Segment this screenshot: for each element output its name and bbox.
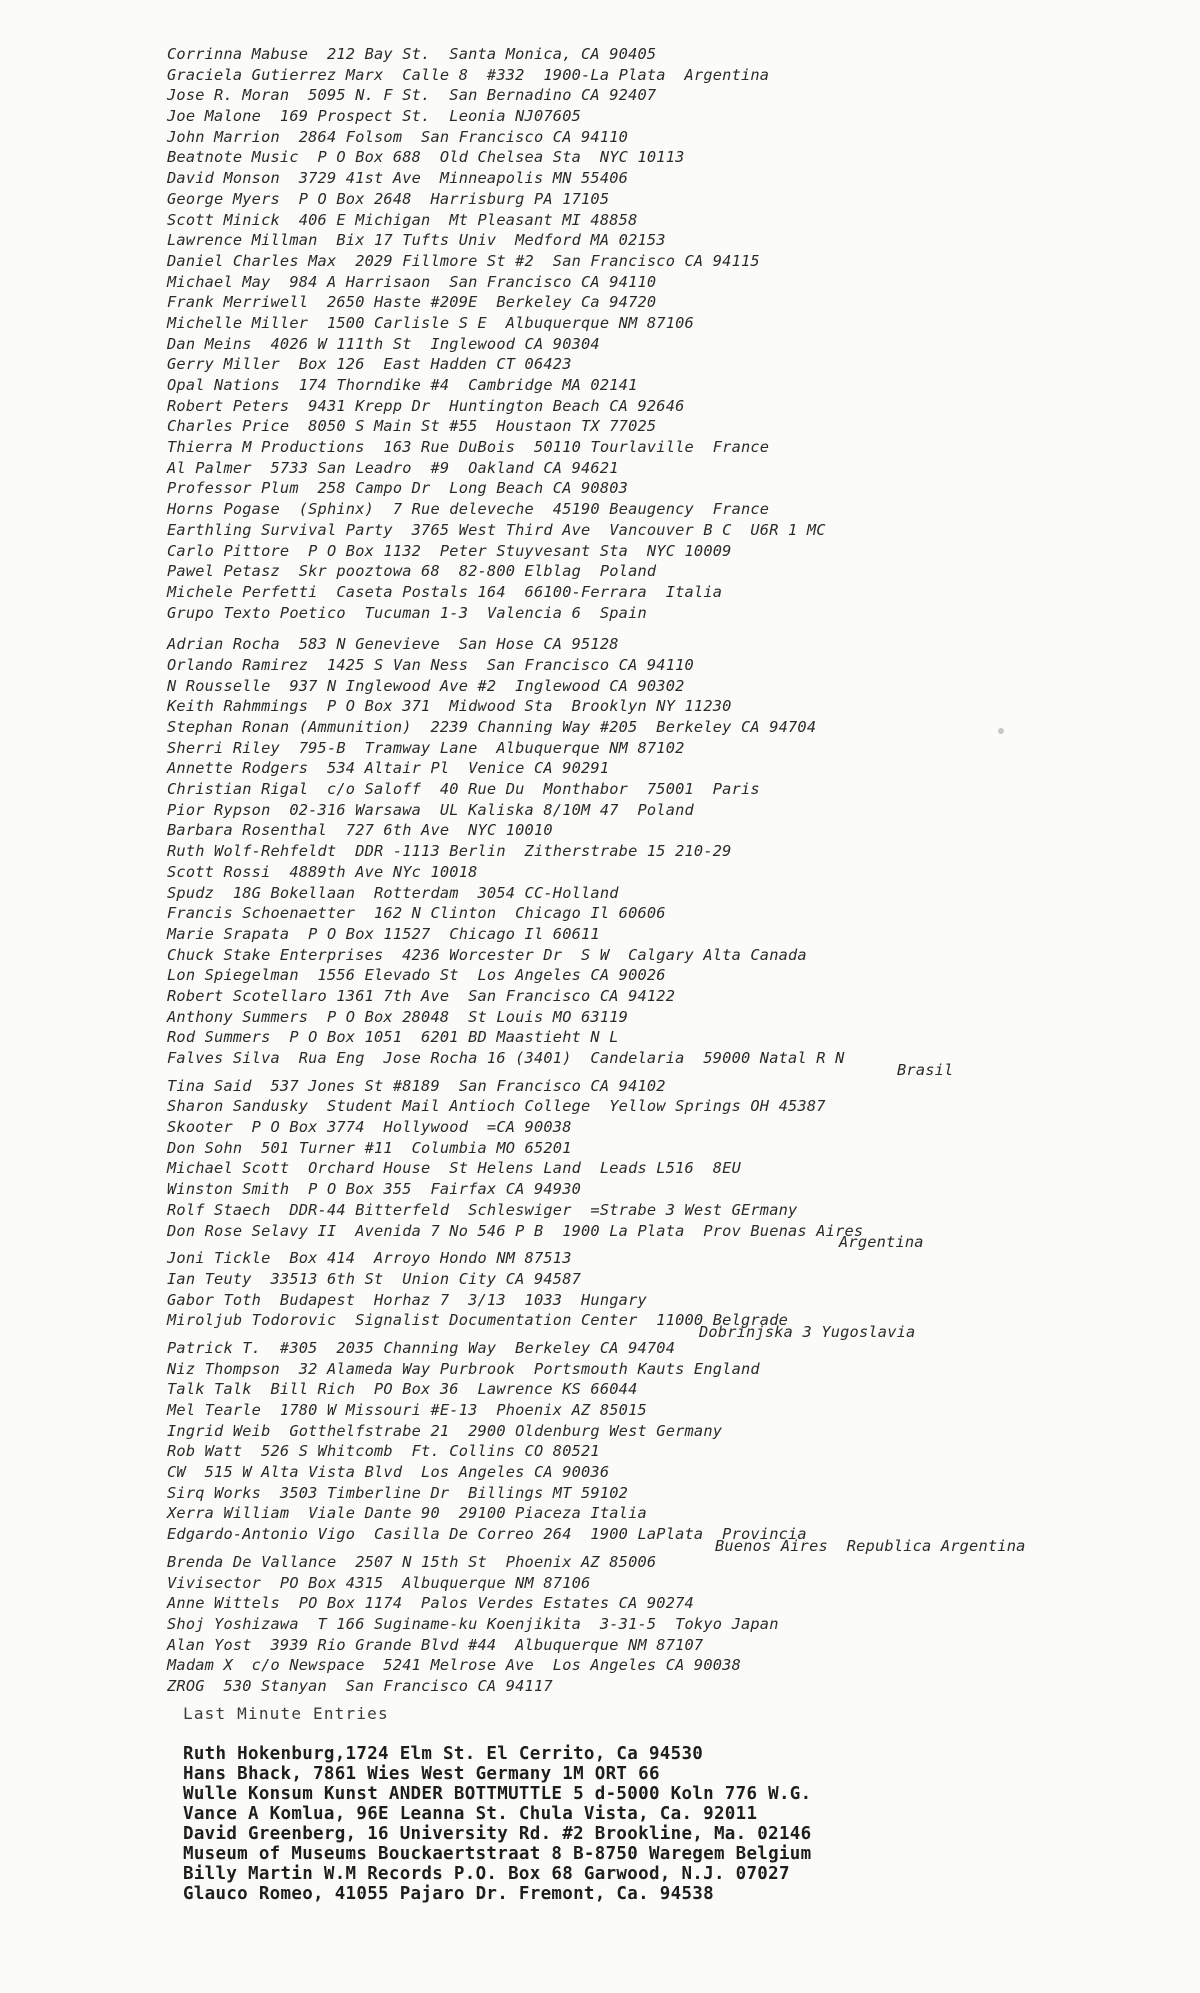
address-entry: Horns Pogase (Sphinx) 7 Rue deleveche 45190 Beaugency France — [167, 500, 770, 519]
address-entry: David Monson 3729 41st Ave Minneapolis MN 55406 — [167, 169, 629, 188]
address-entry: Ruth Wolf-Rehfeldt DDR -1113 Berlin Zitherstrabe 15 210-29 — [167, 842, 732, 861]
address-entry: Barbara Rosenthal 727 6th Ave NYC 10010 — [167, 821, 553, 840]
continuation-text: Brasil — [897, 1060, 954, 1079]
address-entry: CW 515 W Alta Vista Blvd Los Angeles CA 90036 — [167, 1463, 610, 1482]
paper-speck — [998, 728, 1004, 734]
address-entry: Adrian Rocha 583 N Genevieve San Hose CA 95128 — [167, 635, 619, 654]
address-entry: Lawrence Millman Bix 17 Tufts Univ Medford MA 02153 — [167, 231, 666, 250]
address-entry: Francis Schoenaetter 162 N Clinton Chicago Il 60606 — [167, 904, 666, 923]
address-entry: Corrinna Mabuse 212 Bay St. Santa Monica, CA 90405 — [167, 45, 657, 63]
address-entry: Opal Nations 174 Thorndike #4 Cambridge MA 02141 — [167, 376, 638, 394]
address-continuation — [167, 1536, 1026, 1555]
continuation-text: Argentina — [839, 1233, 924, 1252]
address-entry: Falves Silva Rua Eng Jose Rocha 16 (3401) Candelaria 59000 Natal R N — [167, 1049, 845, 1067]
address-continuation — [167, 1322, 1026, 1341]
address-entry: Stephan Ronan (Ammunition) 2239 Channing Way #205 Berkeley CA 94704 — [167, 718, 817, 736]
list-gap — [167, 623, 1026, 634]
address-entry: Dan Meins 4026 W 111th St Inglewood CA 90304 — [167, 334, 600, 353]
address-entry: Shoj Yoshizawa T 166 Suginame-ku Koenjikita 3-31-5 Tokyo Japan — [167, 1614, 779, 1633]
address-entry: Talk Talk Bill Rich PO Box 36 Lawrence KS 66044 — [167, 1380, 638, 1399]
last-minute-entry: Ruth Hokenburg,1724 Elm St. El Cerrito, Ca 94530 — [183, 1744, 704, 1764]
address-entry: Chuck Stake Enterprises 4236 Worcester Dr S W Calgary Alta Canada — [167, 945, 807, 964]
address-entry: Sharon Sandusky Student Mail Antioch College Yellow Springs OH 45387 — [167, 1097, 826, 1116]
address-entry: Scott Rossi 4889th Ave NYc 10018 — [167, 862, 478, 881]
address-entry: ZROG 530 Stanyan San Francisco CA 94117 — [167, 1676, 553, 1695]
address-entry: Frank Merriwell 2650 Haste #209E Berkeley Ca 94720 — [167, 293, 657, 312]
last-minute-entry: Hans Bhack, 7861 Wies West Germany 1M ORT 66 — [183, 1764, 660, 1784]
address-entry: Rob Watt 526 S Whitcomb Ft. Collins CO 80521 — [167, 1442, 600, 1461]
address-entry: Jose R. Moran 5095 N. F St. San Bernadino CA 92407 — [167, 86, 657, 105]
address-entry: Gerry Miller Box 126 East Hadden CT 06423 — [167, 355, 572, 374]
address-entry: Robert Peters 9431 Krepp Dr Huntington Beach CA 92646 — [167, 396, 685, 415]
address-entry: Daniel Charles Max 2029 Fillmore St #2 San Francisco CA 94115 — [167, 251, 760, 270]
address-entry: Skooter P O Box 3774 Hollywood =CA 90038 — [167, 1118, 572, 1137]
address-entry: Pawel Petasz Skr pooztowa 68 82-800 Elblag Poland — [167, 562, 657, 581]
address-entry: Tina Said 537 Jones St #8189 San Francisco CA 94102 — [167, 1076, 666, 1095]
address-entry: Sirq Works 3503 Timberline Dr Billings MT 59102 — [167, 1483, 629, 1502]
address-entry: Christian Rigal c/o Saloff 40 Rue Du Monthabor 75001 Paris — [167, 780, 760, 799]
address-entry: Alan Yost 3939 Rio Grande Blvd #44 Albuquerque NM 87107 — [167, 1635, 704, 1654]
address-entry: Michelle Miller 1500 Carlisle S E Albuquerque NM 87106 — [167, 313, 694, 332]
address-entry: Sherri Riley 795-B Tramway Lane Albuquerque NM 87102 — [167, 738, 685, 757]
address-entry: Don Rose Selavy II Avenida 7 No 546 P B 1900 La Plata Prov Buenas Aires — [167, 1221, 864, 1240]
last-minute-entry: Wulle Konsum Kunst ANDER BOTTMUTTLE 5 d-5000 Koln 776 W.G. — [183, 1784, 812, 1804]
address-entry: Don Sohn 501 Turner #11 Columbia MO 65201 — [167, 1138, 572, 1157]
address-entry: Earthling Survival Party 3765 West Third Ave Vancouver B C U6R 1 MC — [167, 520, 826, 539]
address-entry: Thierra M Productions 163 Rue DuBois 50110 Tourlaville France — [167, 438, 770, 457]
address-entry: Niz Thompson 32 Alameda Way Purbrook Portsmouth Kauts England — [167, 1359, 760, 1378]
address-entry: Al Palmer 5733 San Leadro #9 Oakland CA 94621 — [167, 458, 619, 477]
address-entry: Vivisector PO Box 4315 Albuquerque NM 87106 — [167, 1573, 591, 1592]
address-entry: Mel Tearle 1780 W Missouri #E-13 Phoenix AZ 85015 — [167, 1401, 647, 1419]
address-entry: Winston Smith P O Box 355 Fairfax CA 94930 — [167, 1180, 582, 1199]
address-entry: Michele Perfetti Caseta Postals 164 66100-Ferrara Italia — [167, 582, 723, 601]
address-entry: Marie Srapata P O Box 11527 Chicago Il 60611 — [167, 924, 600, 943]
last-minute-entry: Billy Martin W.M Records P.O. Box 68 Garwood, N.J. 07027 — [183, 1864, 790, 1884]
last-minute-entry: Vance A Komlua, 96E Leanna St. Chula Vista, Ca. 92011 — [183, 1804, 758, 1824]
address-entry: Madam X c/o Newspace 5241 Melrose Ave Los Angeles CA 90038 — [167, 1656, 741, 1675]
address-continuation — [167, 1233, 1026, 1252]
address-entry: Rod Summers P O Box 1051 6201 BD Maastieht N L — [167, 1028, 619, 1047]
last-minute-entry: David Greenberg, 16 University Rd. #2 Brookline, Ma. 02146 — [183, 1824, 812, 1844]
address-entry: Graciela Gutierrez Marx Calle 8 #332 1900-La Plata Argentina — [167, 65, 770, 84]
address-entry: Professor Plum 258 Campo Dr Long Beach CA 90803 — [167, 479, 629, 498]
address-continuation — [167, 1060, 1026, 1079]
address-entry: Rolf Staech DDR-44 Bitterfeld Schleswiger =Strabe 3 West GErmany — [167, 1200, 798, 1219]
address-entry: Spudz 18G Bokellaan Rotterdam 3054 CC-Holland — [167, 883, 619, 902]
last-minute-heading: Last Minute Entries — [183, 1704, 389, 1723]
address-entry: Beatnote Music P O Box 688 Old Chelsea Sta NYC 10113 — [167, 148, 685, 167]
address-entry: Joe Malone 169 Prospect St. Leonia NJ07605 — [167, 107, 582, 126]
address-entry: George Myers P O Box 2648 Harrisburg PA 17105 — [167, 189, 610, 208]
address-entry: Edgardo-Antonio Vigo Casilla De Correo 264 1900 LaPlata Provincia — [167, 1525, 807, 1544]
address-entry: Joni Tickle Box 414 Arroyo Hondo NM 87513 — [167, 1249, 572, 1268]
address-entry: John Marrion 2864 Folsom San Francisco CA 94110 — [167, 127, 629, 146]
address-entry: Michael May 984 A Harrisaon San Francisco CA 94110 — [167, 272, 657, 291]
address-entry: Anne Wittels PO Box 1174 Palos Verdes Estates CA 90274 — [167, 1594, 694, 1613]
continuation-text: Buenos Aires Republica Argentina — [715, 1536, 1026, 1555]
address-list — [167, 44, 1026, 1697]
address-entry: Annette Rodgers 534 Altair Pl Venice CA 90291 — [167, 759, 610, 778]
address-entry: Anthony Summers P O Box 28048 St Louis MO 63119 — [167, 1007, 629, 1026]
address-entry: Keith Rahmmings P O Box 371 Midwood Sta Brooklyn NY 11230 — [167, 697, 732, 716]
address-entry: Patrick T. #305 2035 Channing Way Berkeley CA 94704 — [167, 1338, 676, 1357]
address-entry: Michael Scott Orchard House St Helens Land Leads L516 8EU — [167, 1159, 741, 1178]
address-entry: Miroljub Todorovic Signalist Documentation Center 11000 Belgrade — [167, 1311, 789, 1330]
last-minute-entry: Glauco Romeo, 41055 Pajaro Dr. Fremont, Ca. 94538 — [183, 1884, 714, 1904]
address-entry: Robert Scotellaro 1361 7th Ave San Francisco CA 94122 — [167, 986, 676, 1005]
address-entry: N Rousselle 937 N Inglewood Ave #2 Inglewood CA 90302 — [167, 676, 685, 695]
last-minute-entry: Museum of Museums Bouckaertstraat 8 B-8750 Waregem Belgium — [183, 1844, 812, 1864]
last-minute-list — [183, 1744, 811, 1904]
address-entry: Grupo Texto Poetico Tucuman 1-3 Valencia 6 Spain — [167, 603, 647, 622]
address-entry: Xerra William Viale Dante 90 29100 Piaceza Italia — [167, 1504, 647, 1523]
address-entry: Pior Rypson 02-316 Warsawa UL Kaliska 8/10M 47 Poland — [167, 800, 694, 819]
address-entry: Ian Teuty 33513 6th St Union City CA 94587 — [167, 1269, 582, 1288]
address-entry: Scott Minick 406 E Michigan Mt Pleasant MI 48858 — [167, 210, 638, 229]
continuation-text: Dobrinjska 3 Yugoslavia — [699, 1322, 916, 1341]
address-entry: Charles Price 8050 S Main St #55 Houstaon TX 77025 — [167, 417, 657, 436]
address-entry: Carlo Pittore P O Box 1132 Peter Stuyvesant Sta NYC 10009 — [167, 541, 732, 560]
address-entry: Brenda De Vallance 2507 N 15th St Phoenix AZ 85006 — [167, 1552, 657, 1571]
address-entry: Orlando Ramirez 1425 S Van Ness San Francisco CA 94110 — [167, 655, 694, 674]
address-entry: Ingrid Weib Gotthelfstrabe 21 2900 Oldenburg West Germany — [167, 1421, 723, 1440]
address-entry: Lon Spiegelman 1556 Elevado St Los Angeles CA 90026 — [167, 966, 666, 985]
address-entry: Gabor Toth Budapest Horhaz 7 3/13 1033 Hungary — [167, 1290, 647, 1309]
